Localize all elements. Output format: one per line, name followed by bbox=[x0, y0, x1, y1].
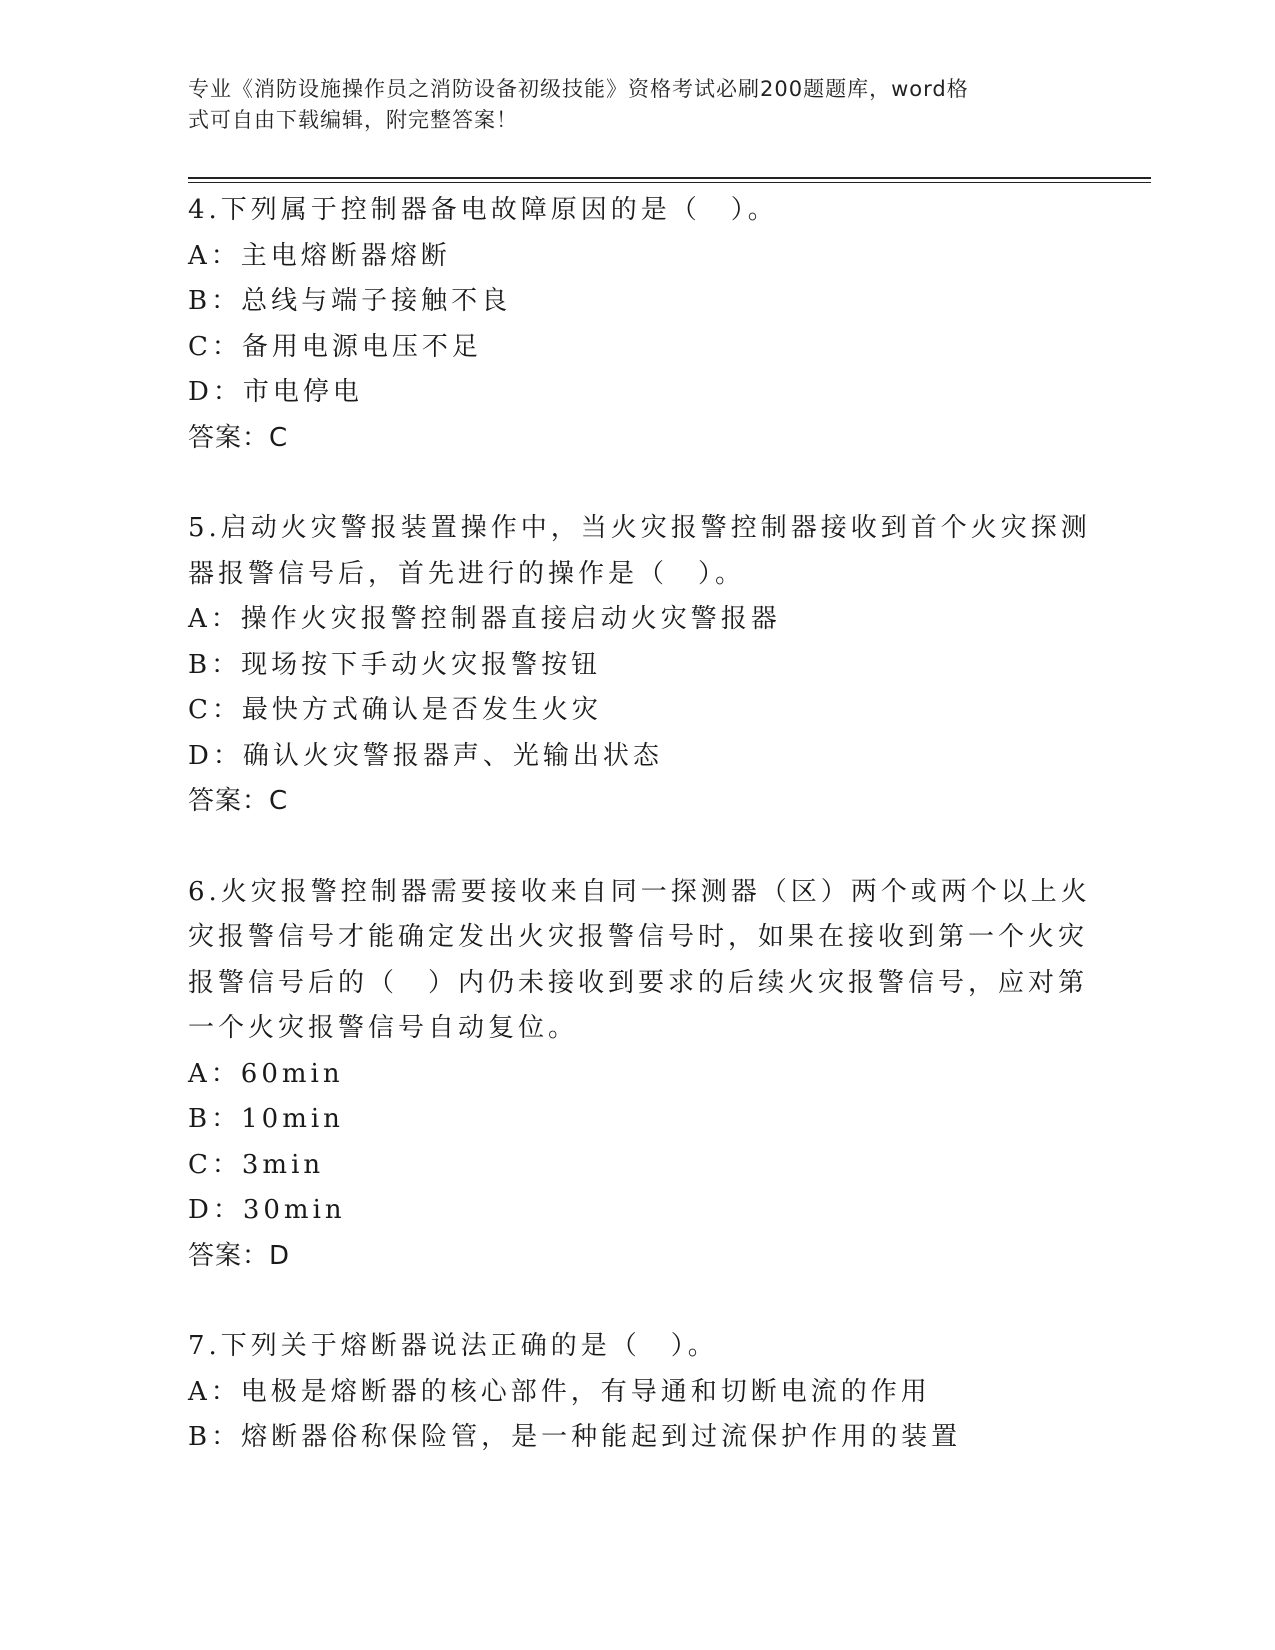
question-block bbox=[188, 1324, 1068, 1461]
answer-option: D：确认火灾警报器声、光输出状态 bbox=[188, 740, 663, 771]
header-line-1: 专业《消防设施操作员之消防设备初级技能》资格考试必刷200题题库，word格 bbox=[188, 77, 969, 101]
question-stem-line: 灾报警信号才能确定发出火灾报警信号时，如果在接收到第一个火灾 bbox=[188, 922, 1089, 952]
answer-option: B：熔断器俗称保险管，是一种能起到过流保护作用的装置 bbox=[188, 1422, 962, 1452]
question-stem-line: 5.启动火灾警报装置操作中，当火灾报警控制器接收到首个火灾探测 bbox=[188, 513, 1091, 543]
question-stem-line: 器报警信号后，首先进行的操作是（ ）。 bbox=[188, 558, 746, 589]
answer-option: B：总线与端子接触不良 bbox=[188, 286, 512, 316]
answer-option: B：10min bbox=[188, 1104, 344, 1134]
answer-option: A：电极是熔断器的核心部件，有导通和切断电流的作用 bbox=[188, 1376, 931, 1407]
header-divider-thick bbox=[188, 177, 1151, 179]
question-block bbox=[188, 870, 1091, 1280]
header-line-2: 式可自由下载编辑，附完整答案！ bbox=[188, 108, 518, 132]
answer-key: 答案：C bbox=[188, 786, 289, 816]
document-header bbox=[188, 74, 1068, 136]
answer-key: 答案：C bbox=[188, 422, 289, 453]
question-stem-line: 7.下列关于熔断器说法正确的是（ ）。 bbox=[188, 1331, 718, 1361]
answer-option: A：60min bbox=[188, 1058, 344, 1089]
question-stem-line: 一个火灾报警信号自动复位。 bbox=[188, 1013, 579, 1043]
question-list bbox=[188, 188, 1091, 1506]
answer-key: 答案：D bbox=[188, 1240, 291, 1271]
answer-option: A：操作火灾报警控制器直接启动火灾警报器 bbox=[188, 604, 781, 634]
answer-option: C：最快方式确认是否发生火灾 bbox=[188, 695, 602, 725]
question-stem-line: 4.下列属于控制器备电故障原因的是（ ）。 bbox=[188, 195, 778, 225]
header-divider-thin bbox=[188, 182, 1151, 183]
answer-option: A：主电熔断器熔断 bbox=[188, 240, 451, 271]
question-block bbox=[188, 188, 1068, 461]
answer-option: D：市电停电 bbox=[188, 377, 363, 407]
question-stem-line: 报警信号后的（ ）内仍未接收到要求的后续火灾报警信号，应对第 bbox=[188, 967, 1089, 998]
answer-option: D：30min bbox=[188, 1195, 346, 1225]
question-stem-line: 6.火灾报警控制器需要接收来自同一探测器（区）两个或两个以上火 bbox=[188, 876, 1091, 907]
answer-option: B：现场按下手动火灾报警按钮 bbox=[188, 649, 602, 680]
answer-option: C：备用电源电压不足 bbox=[188, 331, 482, 362]
question-block bbox=[188, 506, 1091, 825]
answer-option: C：3min bbox=[188, 1149, 325, 1180]
